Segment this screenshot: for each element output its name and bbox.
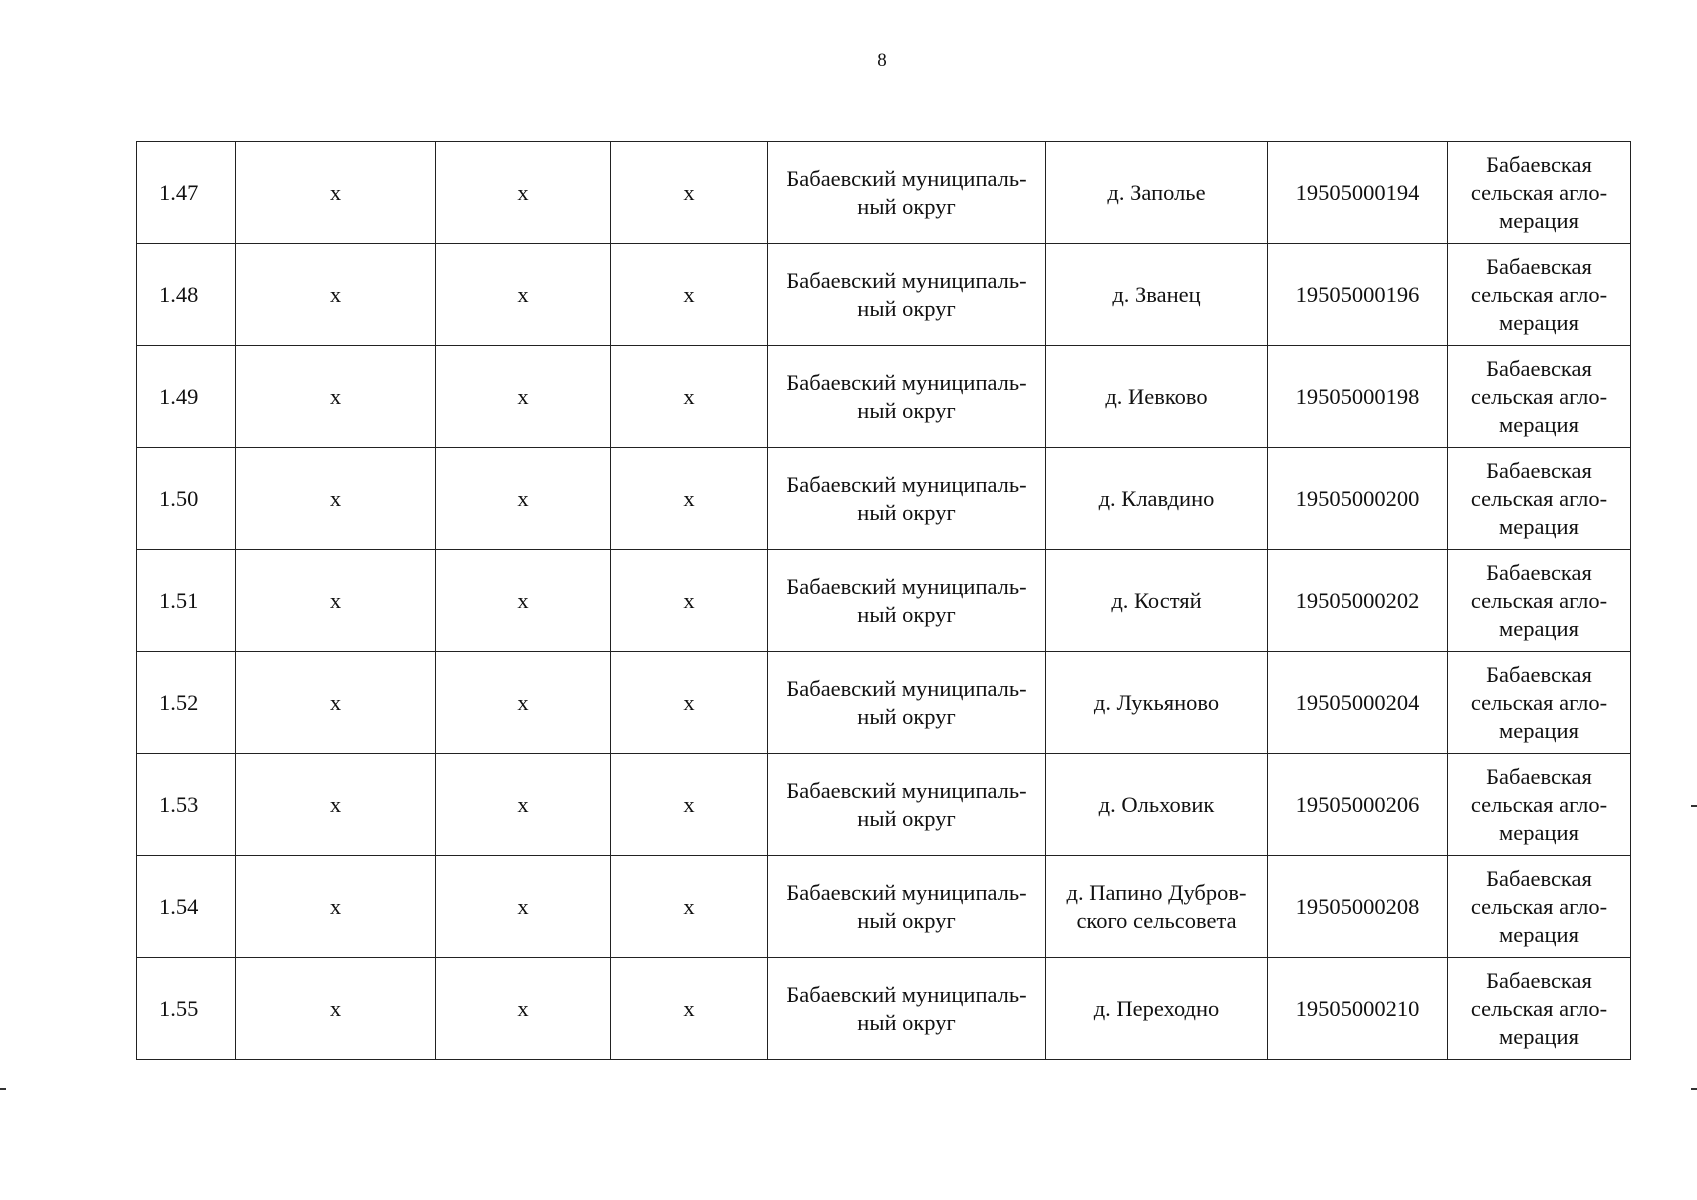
column-2-cell: х [236, 958, 436, 1060]
column-4-cell: х [611, 550, 768, 652]
district-cell: Бабаевский муниципаль- ный округ [768, 244, 1046, 346]
district-cell: Бабаевский муниципаль- ный округ [768, 346, 1046, 448]
table-body [137, 142, 1631, 1060]
column-2-cell: х [236, 856, 436, 958]
left-edge-mark [0, 1088, 6, 1090]
right-edge-mark-top [1691, 805, 1697, 807]
column-4-cell: х [611, 958, 768, 1060]
row-number-cell: 1.54 [137, 856, 236, 958]
table-row [137, 244, 1631, 346]
code-cell: 19505000204 [1268, 652, 1448, 754]
row-number-cell: 1.48 [137, 244, 236, 346]
agglomeration-cell: Бабаевская сельская агло- мерация [1448, 754, 1631, 856]
column-4-cell: х [611, 856, 768, 958]
page-number: 8 [877, 50, 887, 71]
table-row [137, 856, 1631, 958]
column-4-cell: х [611, 448, 768, 550]
table-row [137, 550, 1631, 652]
column-3-cell: х [436, 856, 611, 958]
column-2-cell: х [236, 652, 436, 754]
column-3-cell: х [436, 550, 611, 652]
district-cell: Бабаевский муниципаль- ный округ [768, 550, 1046, 652]
district-cell: Бабаевский муниципаль- ный округ [768, 958, 1046, 1060]
agglomeration-cell: Бабаевская сельская агло- мерация [1448, 958, 1631, 1060]
district-cell: Бабаевский муниципаль- ный округ [768, 448, 1046, 550]
settlement-cell: д. Лукьяново [1046, 652, 1268, 754]
code-cell: 19505000210 [1268, 958, 1448, 1060]
column-4-cell: х [611, 652, 768, 754]
settlement-cell: д. Ольховик [1046, 754, 1268, 856]
settlement-cell: д. Иевково [1046, 346, 1268, 448]
column-2-cell: х [236, 550, 436, 652]
table-row [137, 346, 1631, 448]
agglomeration-cell: Бабаевская сельская агло- мерация [1448, 550, 1631, 652]
column-3-cell: х [436, 958, 611, 1060]
table-row [137, 142, 1631, 244]
agglomeration-cell: Бабаевская сельская агло- мерация [1448, 244, 1631, 346]
settlement-cell: д. Званец [1046, 244, 1268, 346]
column-2-cell: х [236, 142, 436, 244]
column-3-cell: х [436, 448, 611, 550]
settlement-cell: д. Папино Дубров- ского сельсовета [1046, 856, 1268, 958]
column-3-cell: х [436, 346, 611, 448]
table-row [137, 754, 1631, 856]
district-cell: Бабаевский муниципаль- ный округ [768, 652, 1046, 754]
row-number-cell: 1.47 [137, 142, 236, 244]
column-4-cell: х [611, 244, 768, 346]
settlement-cell: д. Заполье [1046, 142, 1268, 244]
row-number-cell: 1.52 [137, 652, 236, 754]
column-3-cell: х [436, 754, 611, 856]
column-4-cell: х [611, 346, 768, 448]
settlement-cell: д. Костяй [1046, 550, 1268, 652]
row-number-cell: 1.55 [137, 958, 236, 1060]
code-cell: 19505000208 [1268, 856, 1448, 958]
code-cell: 19505000200 [1268, 448, 1448, 550]
district-cell: Бабаевский муниципаль- ный округ [768, 754, 1046, 856]
settlement-cell: д. Переходно [1046, 958, 1268, 1060]
table-row [137, 448, 1631, 550]
agglomeration-cell: Бабаевская сельская агло- мерация [1448, 856, 1631, 958]
table-row [137, 652, 1631, 754]
row-number-cell: 1.53 [137, 754, 236, 856]
row-number-cell: 1.49 [137, 346, 236, 448]
agglomeration-cell: Бабаевская сельская агло- мерация [1448, 142, 1631, 244]
agglomeration-cell: Бабаевская сельская агло- мерация [1448, 652, 1631, 754]
column-3-cell: х [436, 142, 611, 244]
code-cell: 19505000206 [1268, 754, 1448, 856]
column-2-cell: х [236, 244, 436, 346]
column-3-cell: х [436, 244, 611, 346]
row-number-cell: 1.50 [137, 448, 236, 550]
code-cell: 19505000198 [1268, 346, 1448, 448]
column-2-cell: х [236, 754, 436, 856]
column-4-cell: х [611, 142, 768, 244]
column-3-cell: х [436, 652, 611, 754]
row-number-cell: 1.51 [137, 550, 236, 652]
agglomeration-cell: Бабаевская сельская агло- мерация [1448, 448, 1631, 550]
code-cell: 19505000202 [1268, 550, 1448, 652]
column-2-cell: х [236, 346, 436, 448]
settlements-table [136, 141, 1631, 1060]
table-row [137, 958, 1631, 1060]
column-4-cell: х [611, 754, 768, 856]
settlement-cell: д. Клавдино [1046, 448, 1268, 550]
agglomeration-cell: Бабаевская сельская агло- мерация [1448, 346, 1631, 448]
district-cell: Бабаевский муниципаль- ный округ [768, 142, 1046, 244]
right-edge-mark-bottom [1691, 1088, 1697, 1090]
code-cell: 19505000194 [1268, 142, 1448, 244]
column-2-cell: х [236, 448, 436, 550]
code-cell: 19505000196 [1268, 244, 1448, 346]
district-cell: Бабаевский муниципаль- ный округ [768, 856, 1046, 958]
